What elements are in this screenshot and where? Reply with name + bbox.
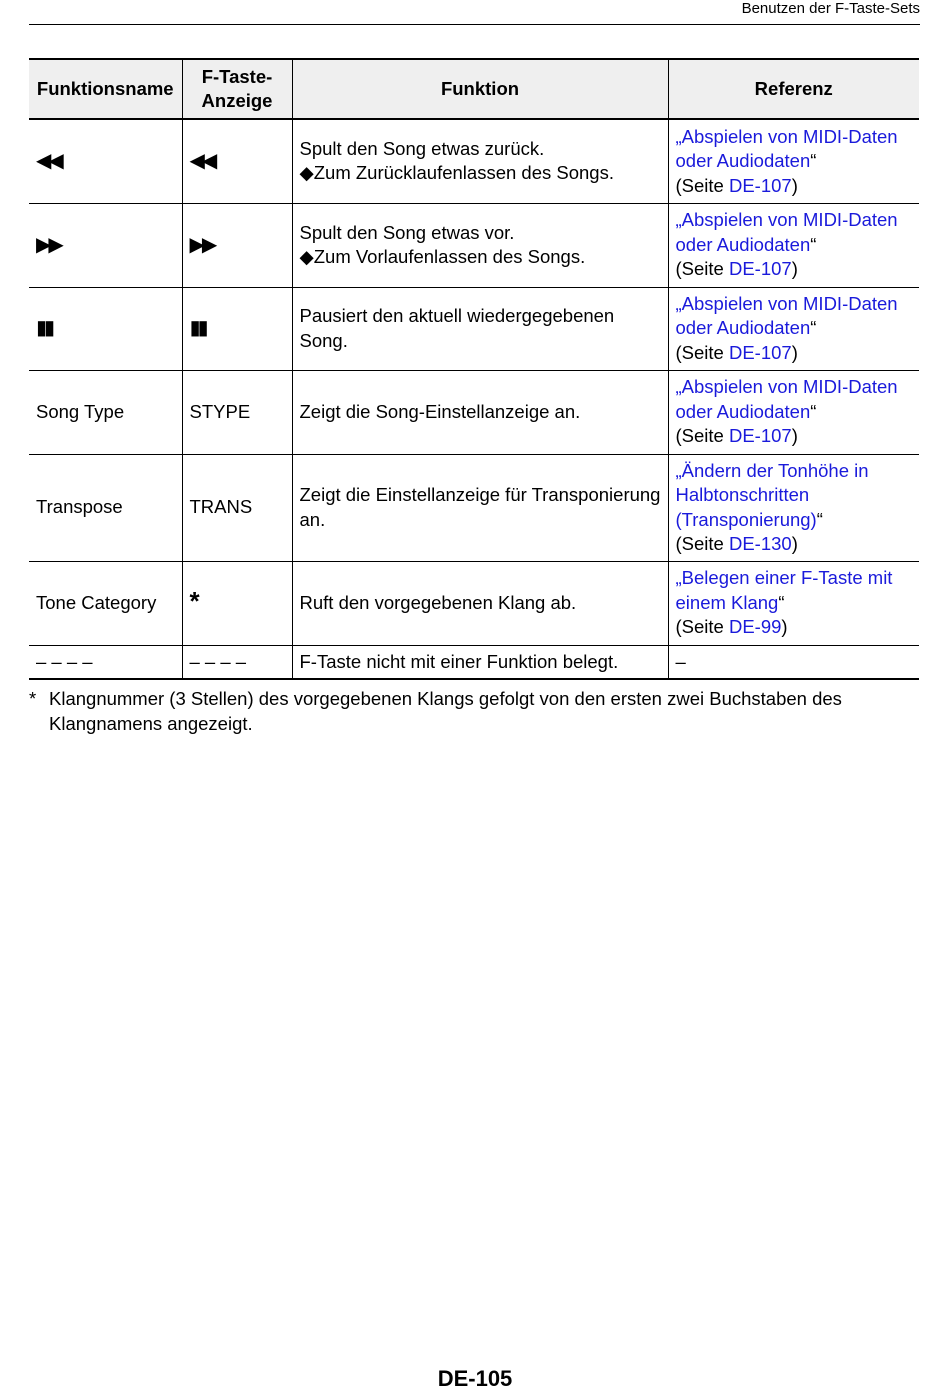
table-row xyxy=(29,645,919,679)
cell-reference xyxy=(668,561,919,645)
closing-quote: “ xyxy=(810,150,817,171)
header-function-name: Funktionsname xyxy=(29,59,182,119)
pause-icon: ▮▮ xyxy=(189,317,206,340)
cell-function-name: Tone Category xyxy=(29,561,182,645)
page-link[interactable]: DE-107 xyxy=(728,425,792,447)
page-link[interactable]: DE-107 xyxy=(728,341,792,363)
cell-function-name: Transpose xyxy=(29,454,182,561)
page-link[interactable]: DE-107 xyxy=(728,258,792,280)
cell-function-name xyxy=(29,287,182,370)
cell-display xyxy=(182,287,292,370)
cell-reference xyxy=(668,454,919,561)
cell-function xyxy=(292,287,668,370)
cell-reference xyxy=(668,287,919,370)
page-suffix: ) xyxy=(791,258,798,280)
closing-quote: “ xyxy=(810,233,817,255)
table-row xyxy=(29,561,919,645)
cell-function xyxy=(292,454,668,561)
page-suffix: ) xyxy=(791,533,798,554)
header-f-key-display: F-Taste-Anzeige xyxy=(182,59,292,119)
cell-display xyxy=(182,561,292,645)
fast-forward-icon: ▶▶ xyxy=(36,233,61,256)
reference-link[interactable]: „Abspielen von MIDI-Daten oder Audiodaten xyxy=(675,292,898,339)
f-key-function-table xyxy=(29,58,919,680)
reference-link[interactable]: „Ändern der Tonhöhe in Halbtonschritten (Transponierung) xyxy=(675,459,869,530)
footnote-mark: * xyxy=(29,688,37,709)
page-prefix: (Seite xyxy=(675,533,729,554)
page-prefix: (Seite xyxy=(675,425,729,447)
reference-link[interactable]: „Abspielen von MIDI-Daten oder Audiodaten xyxy=(675,376,898,422)
page-link[interactable]: DE-99 xyxy=(728,616,782,638)
page-suffix: ) xyxy=(791,341,798,363)
table-header-row xyxy=(29,59,919,119)
footnote-text: Klangnummer (3 Stellen) des vorgegebenen Klangs gefolgt von den ersten zwei Buchstaben des Klangnamens angezeigt. xyxy=(49,688,842,734)
page-link[interactable]: DE-130 xyxy=(728,533,792,554)
function-text: Zeigt die Einstellanzeige für Transponierung an. xyxy=(299,484,661,530)
closing-quote: “ xyxy=(810,400,817,422)
function-note: ◆Zum Zurücklaufenlassen des Songs. xyxy=(299,162,614,184)
cell-reference xyxy=(668,370,919,454)
footnote xyxy=(29,687,909,736)
function-text: Ruft den vorgegebenen Klang ab. xyxy=(299,591,577,613)
page-suffix: ) xyxy=(791,174,798,196)
function-text: F-Taste nicht mit einer Funktion belegt. xyxy=(299,650,619,672)
closing-quote: “ xyxy=(816,508,823,530)
reference-link[interactable]: „Belegen einer F-Taste mit einem Klang xyxy=(675,567,893,613)
table-row xyxy=(29,454,919,561)
cell-display: – – – – xyxy=(182,645,292,679)
reference-link[interactable]: „Abspielen von MIDI-Daten oder Audiodaten xyxy=(675,209,898,255)
reference-link[interactable]: „Abspielen von MIDI-Daten oder Audiodaten xyxy=(675,125,898,171)
page-link[interactable]: DE-107 xyxy=(728,174,792,196)
fast-forward-icon: ▶▶ xyxy=(189,233,215,256)
cell-display: STYPE xyxy=(182,370,292,454)
table-row xyxy=(29,203,919,287)
function-note: ◆Zum Vorlaufenlassen des Songs. xyxy=(299,246,586,267)
cell-display xyxy=(182,119,292,203)
table-row xyxy=(29,287,919,370)
cell-function xyxy=(292,203,668,287)
cell-display xyxy=(182,203,292,287)
function-text: Pausiert den aktuell wiedergegebenen Song. xyxy=(299,305,615,351)
closing-quote: “ xyxy=(810,317,817,339)
header-reference: Referenz xyxy=(668,59,919,119)
cell-function xyxy=(292,119,668,203)
table-row xyxy=(29,370,919,454)
page-prefix: (Seite xyxy=(675,616,729,638)
cell-function-name xyxy=(29,203,182,287)
cell-reference xyxy=(668,203,919,287)
cell-reference xyxy=(668,119,919,203)
cell-reference: – xyxy=(668,645,919,679)
asterisk-icon: * xyxy=(189,586,200,617)
page-prefix: (Seite xyxy=(675,341,729,363)
cell-function xyxy=(292,645,668,679)
cell-display: TRANS xyxy=(182,454,292,561)
rewind-icon: ◀◀ xyxy=(189,150,215,172)
function-text: Spult den Song etwas vor. xyxy=(299,221,515,243)
header-rule xyxy=(29,24,920,25)
table-row xyxy=(29,119,919,203)
pause-icon: ▮▮ xyxy=(36,317,53,340)
cell-function xyxy=(292,561,668,645)
cell-function-name: Song Type xyxy=(29,370,182,454)
closing-quote: “ xyxy=(778,591,785,613)
function-text: Spult den Song etwas zurück. xyxy=(299,137,545,159)
cell-function-name xyxy=(29,119,182,203)
cell-function-name: – – – – xyxy=(29,645,182,679)
header-function: Funktion xyxy=(292,59,668,119)
page-prefix: (Seite xyxy=(675,258,729,280)
rewind-icon: ◀◀ xyxy=(36,150,61,172)
page-suffix: ) xyxy=(791,425,798,447)
cell-function xyxy=(292,370,668,454)
page-prefix: (Seite xyxy=(675,174,729,196)
running-head: Benutzen der F-Taste-Sets xyxy=(741,0,920,17)
page-suffix: ) xyxy=(781,616,788,638)
function-text: Zeigt die Song-Einstellanzeige an. xyxy=(299,400,581,422)
page-number: DE-105 xyxy=(437,1366,513,1391)
